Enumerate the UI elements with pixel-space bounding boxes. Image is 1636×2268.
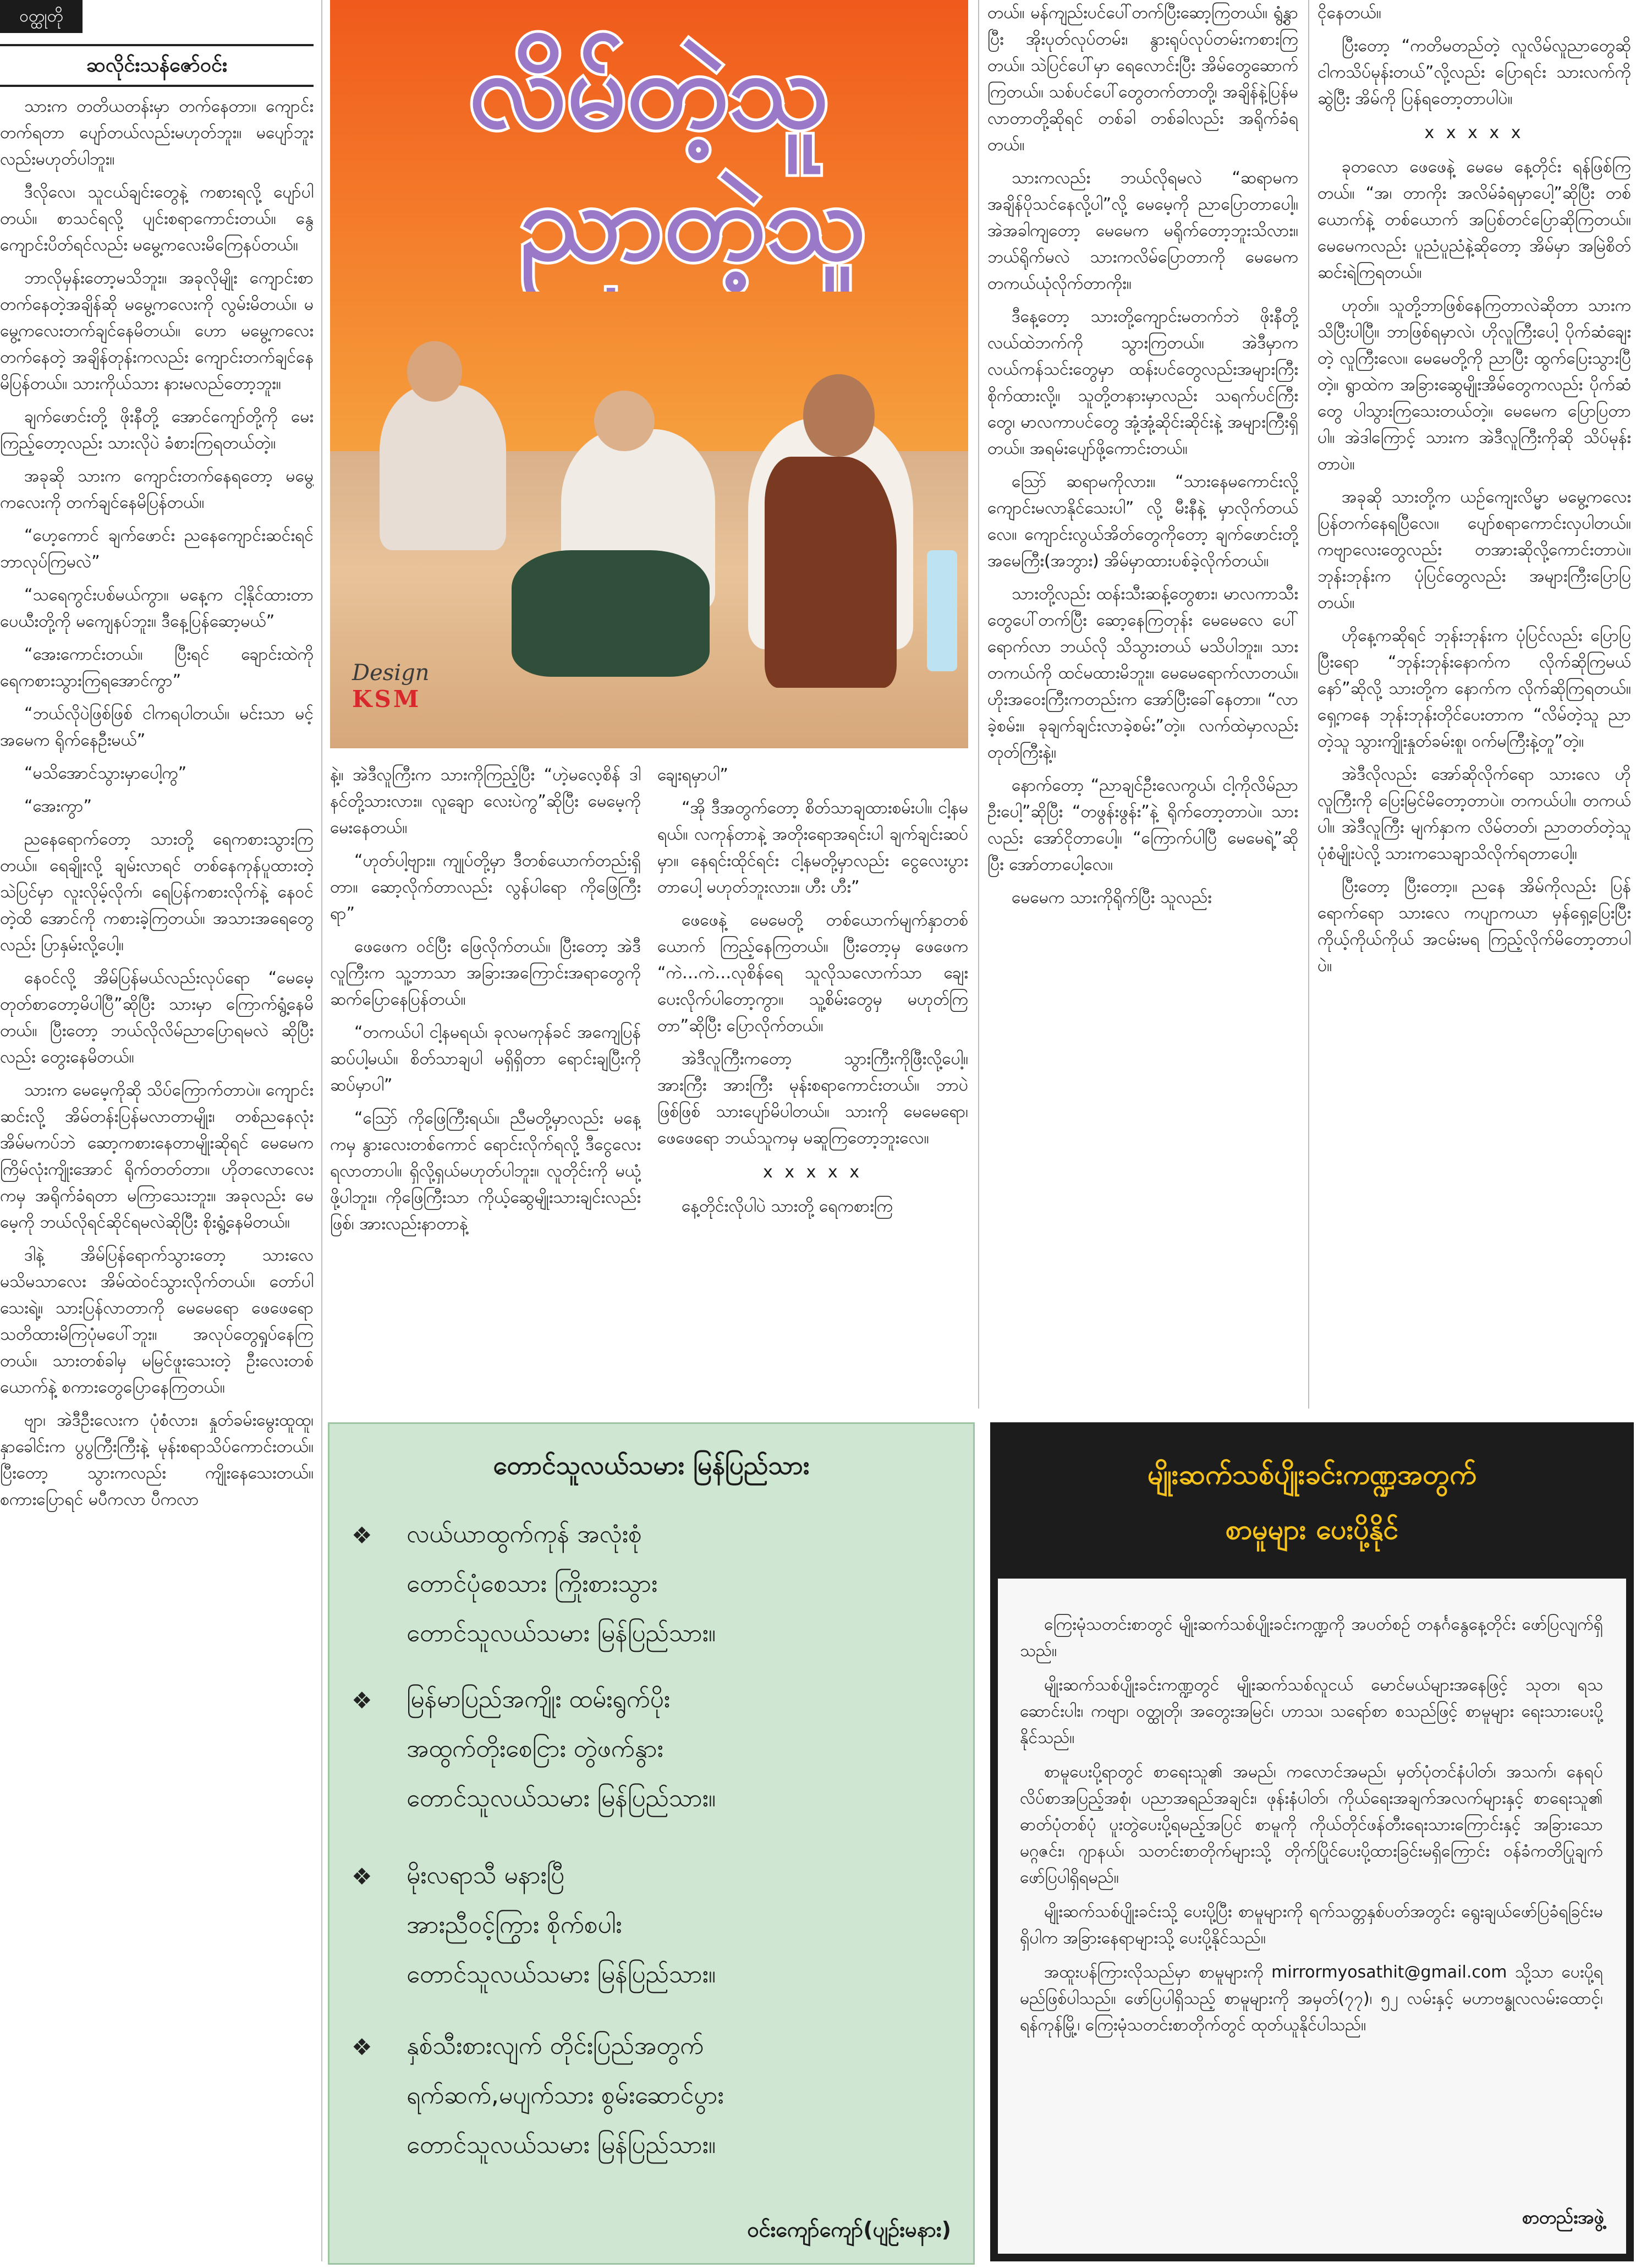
story-paragraph: ဖေဖေက ဝင်ပြီး ဖြေလိုက်တယ်။ ပြီးတော့ အဲဒီလူကြီးက သူ့ဘာသာ အခြားအကြောင်းအရာတွေကို ဆက်ပြောနေပြန်တယ်။ xyxy=(330,937,641,1009)
poem-line: တောင်သူလယ်သမား မြန်ပြည်သား။ xyxy=(407,2131,716,2159)
story-paragraph: ဗျာ၊ အဲဒီဦးလေးက ပုံစံလား၊ နှုတ်ခမ်းမွေးထူထူ၊ နှာခေါင်းက ပွပွကြီးကြီးနဲ့ မုန်းစရာသိပ်ကောင်းတယ်။ ပြီးတော့ သွားကလည်း ကျိုးနေသေးတယ်။ စကားပြောရင် မပီကလာ ပီကလာ xyxy=(0,1411,314,1509)
story-paragraph: “မသိအောင်သွားမှာပေါ့ကွ” xyxy=(24,764,187,783)
notice-paragraph: အထူးပန်ကြားလိုသည်မှာ စာမူများကို mirrormyosathit@gmail.com သို့သာ ပေးပို့ရမည်ဖြစ်ပါသည်။ ဖော်ပြပါရှိသည့် စာမူများကို အမှတ်(၇၇)၊ ၅၂ လမ်းနှင့် မဟာဗန္ဓုလလမ်းထောင့်၊ ရန်ကုန်မြို့၊ ကြေးမုံသတင်းစာတိုက်တွင် ထုတ်ယူနိုင်ပါသည်။ xyxy=(1020,1963,1603,2035)
poem-line: တောင်သူလယ်သမား မြန်ပြည်သား။ xyxy=(407,1784,716,1812)
poem-line: လယ်ယာထွက်ကုန် အလုံးစုံ xyxy=(407,1520,642,1548)
story-paragraph: ခုတလော ဖေဖေနဲ့ မေမေ နေ့တိုင်း ရန်ဖြစ်ကြတယ်။ “အ၊ တာကိုး အလိမ်ခံရမှာပေါ့”ဆိုပြီး တစ်ယောက်နဲ့ တစ်ယောက် အပြစ်တင်ပြောဆိုကြတယ်။ မေမေကလည်း ပူညံပူညံနဲ့ဆိုတော့ အိမ်မှာ အမြဲစိတ်ဆင်းရဲကြရတယ်။ xyxy=(1317,157,1631,282)
story-paragraph: ဒီနေ့တော့ သားတို့ကျောင်းမတက်ဘဲ ဖိုးနီတို့ လယ်ထဲဘက်ကို သွားကြတယ်။ အဲဒီမှာက လယ်ကန်သင်းတွေမှာ ထန်းပင်တွေလည်းအများကြီး စိုက်ထားလို့။ သူတို့တနားမှာလည်း သရက်ပင်ကြီးတွေ၊ မာလကာပင်တွေ အုံ့အုံ့ဆိုင်းဆိုင်းနဲ့ အများကြီးရှိတယ်။ အရမ်းပျော်ဖို့ကောင်းတယ်။ xyxy=(987,307,1298,458)
poem-author: ဝင်းကျော်ကျော်(ပျဉ်းမနား) xyxy=(747,2217,951,2242)
section-break: x x x x x xyxy=(763,1163,863,1182)
story-paragraph: “အေးကွာ” xyxy=(24,797,92,816)
story-column-1 xyxy=(0,94,314,2267)
story-paragraph: “ဩော် ကိုဖြေကြီးရယ်။ ညီမတို့မှာလည်း မနေ့ကမှ နွားလေးတစ်ကောင် ရောင်းလိုက်ရလို့ ဒီငွေလေးရလာတာပါ။ ရှိလို့ရှယ်မဟုတ်ပါဘူး။ လူတိုင်းကို မယုံ့ဖို့ပါဘူး။ ကိုဖြေကြီးသာ ကိုယ့်ဆွေမျိုးသားချင်းလည်းဖြစ်၊ အားလည်းနာတာနဲ့ xyxy=(330,1109,641,1234)
story-paragraph: ချေးရမှာပါ” xyxy=(657,765,728,785)
story-paragraph: ငိုနေတယ်။ xyxy=(1317,3,1381,23)
story-paragraph: “ဟေ့ကောင် ချက်ဖောင်း ညနေကျောင်းဆင်းရင် ဘာလုပ်ကြမလဲ” xyxy=(0,526,314,572)
story-paragraph: ဒါနဲ့ အိမ်ပြန်ရောက်သွားတော့ သားလေ မသိမသာလေး အိမ်ထဲဝင်သွားလိုက်တယ်။ တော်ပါသေးရဲ့။ သားပြန်လာတာကို မေမေရော ဖေဖေရော သတိထားမိကြပုံမပေါ်ဘူး။ အလုပ်တွေရှုပ်နေကြတယ်။ သားတစ်ခါမှ မမြင်ဖူးသေးတဲ့ ဦးလေးတစ်ယောက်နဲ့ စကားတွေပြောနေကြတယ်။ xyxy=(0,1246,314,1397)
story-paragraph: အခုဆို သားက ကျောင်းတက်နေရတော့ မမွေ့ကလေးကို တက်ချင်နေမိပြန်တယ်။ xyxy=(0,467,314,512)
poem-line: နှစ်သီးစားလျက် တိုင်းပြည်အတွက် xyxy=(407,2032,704,2060)
water-bottle xyxy=(927,550,957,671)
story-paragraph: မေမေက သားကိုရိုက်ပြီး သူလည်း xyxy=(1012,888,1212,907)
story-paragraph: ဟုတ်။ သူတို့ဘာဖြစ်နေကြတာလဲဆိုတာ သားကသိပြီးပါပြီ။ ဘာဖြစ်ရမှာလဲ၊ ဟိုလူကြီးပေါ့ ပိုက်ဆံချေးတဲ့ လူကြီးလေ။ မေမေတို့ကို ညာပြီး ထွက်ပြေးသွားပြီတဲ့။ ရွာထဲက အခြားဆွေမျိုးအိမ်တွေကလည်း ပိုက်ဆံတွေ ပါသွားကြသေးတယ်တဲ့။ မေမေက ပြောပြတာပါ။ အဲဒါကြောင့် သားက အဲဒီလူကြီးကိုဆို သိပ်မုန်းတာပဲ။ xyxy=(1317,296,1631,474)
story-title-line-2: ညာတဲ့သူ xyxy=(519,162,867,283)
poem-line: ရက်ဆက်,မပျက်သား စွမ်းဆောင်ပွား xyxy=(407,2081,724,2110)
poem-title: တောင်သူလယ်သမား မြန်ပြည်သား xyxy=(493,1450,810,1480)
story-paragraph: နေဝင်လို့ အိမ်ပြန်မယ်လည်းလုပ်ရော “မေမေ့တုတ်စာတော့မိပါပြီ”ဆိုပြီး သားမှာ ကြောက်ရွံ့နေမိတယ်။ ပြီးတော့ ဘယ်လိုလိမ်ညာပြောရမလဲ ဆိုပြီးလည်း တွေးနေမိတယ်။ xyxy=(0,968,314,1067)
notice-body xyxy=(1020,1612,1603,2046)
monk-figure-left xyxy=(380,385,506,550)
story-column-4 xyxy=(987,0,1298,1409)
column-divider xyxy=(978,0,979,1409)
design-credit-initials: KSM xyxy=(352,686,421,713)
monk-head-center xyxy=(594,391,655,451)
notice-paragraph: ကြေးမုံသတင်းစာတွင် မျိုးဆက်သစ်ပျိုးခင်းကဏ္ဍကို အပတ်စဉ် တနင်္ဂနွေနေ့တိုင်း ဖော်ပြလျက်ရှိသည်။ xyxy=(1020,1615,1603,1661)
notice-title-line-1: မျိုးဆက်သစ်ပျိုးခင်းကဏ္ဍအတွက် xyxy=(1148,1459,1476,1491)
notice-paragraph: မျိုးဆက်သစ်ပျိုးခင်းသို့ ပေးပို့ပြီး စာမူများကို ရက်သတ္တနှစ်ပတ်အတွင်း ရွေးချယ်ဖော်ပြခံရခြင်းမရှိပါက အခြားနေရာများသို့ ပေးပို့နိုင်သည်။ xyxy=(1020,1902,1603,1948)
story-paragraph: သားက မေမေ့ကိုဆို သိပ်ကြောက်တာပဲ။ ကျောင်းဆင်းလို့ အိမ်တန်းပြန်မလာတာမျိုး၊ တစ်ညနေလုံး အိမ်မကပ်ဘဲ ဆော့ကစားနေတာမျိုးဆိုရင် မေမေက ကြိမ်လုံးကျိုးအောင် ရိုက်တတ်တာ။ ဟိုတလောလေးကမှ အရိုက်ခံရတာ မကြာသေးဘူး။ အခုလည်း မေမေ့ကို ဘယ်လိုရင်ဆိုင်ရမလဲဆိုပြီး စိုးရွံ့နေမိတယ်။ xyxy=(0,1081,314,1232)
poem-line: မြန်မာပြည်အကျိုး ထမ်းရွက်ပိုး xyxy=(407,1685,670,1713)
notice-paragraph: မျိုးဆက်သစ်ပျိုးခင်းကဏ္ဍတွင် မျိုးဆက်သစ်လူငယ် မောင်မယ်များအနေဖြင့် သုတ၊ ရသဆောင်းပါး၊ ကဗျာ၊ ဝတ္ထုတို၊ အတွေးအမြင်၊ ဟာသ၊ သရော်စာ စသည်ဖြင့် စာမူများ ရေးသားပေးပို့နိုင်သည်။ xyxy=(1020,1675,1603,1747)
story-paragraph: “တကယ်ပါ ငါ့နမရယ်၊ ခုလမကုန်ခင် အကျေပြန်ဆပ်ပါ့မယ်။ စိတ်သာချပါ မရှိရှိတာ ရောင်းချပြီးကို ဆပ်မှာပါ” xyxy=(330,1023,641,1095)
poem-line: တောင်ပုံစေသား ကြိုးစားသွား xyxy=(407,1570,658,1598)
bullet-icon: ❖ xyxy=(352,1687,372,1714)
bullet-icon: ❖ xyxy=(352,1863,372,1890)
story-paragraph: အဲဒီလိုလည်း အော်ဆိုလိုက်ရော သားလေ ဟိုလူကြီးကို ပြေးမြင်မိတော့တာပဲ။ တကယ်ပါ။ တကယ်ပါ။ အဲဒီလူကြီး မျက်နှာက လိမ်တတ်၊ ညာတတ်တဲ့သူ ပုံစံမျိုးပဲလို့ သားကသေချာသိလိုက်ရတာပေါ့။ xyxy=(1317,765,1631,863)
story-paragraph: ဩော် ဆရာမကိုလား။ “သားနေမကောင်းလို့ ကျောင်းမလာနိုင်သေးပါ” လို့ မီးနီနဲ့ မှာလိုက်တယ်လေ။ ကျောင်းလွယ်အိတ်တွေကိုတော့ ချက်ဖောင်းတို့ အမေကြီး(အဘွား) အိမ်မှာထားပစ်ခဲ့လိုက်တယ်။ xyxy=(987,472,1298,571)
story-paragraph: တယ်။ မန်ကျည်းပင်ပေါ်တက်ပြီးဆော့ကြတယ်။ ရွံ့နွာပြီး အိုးပုတ်လုပ်တမ်း၊ နွားရုပ်လုပ်တမ်းကစားကြတယ်။ သဲပြင်ပေါ်မှာ ရေလောင်းပြီး အိမ်တွေဆောက်ကြတယ်။ သစ်ပင်ပေါ်တွေတက်တာတို့၊ အချိန်နဲ့ပြန်မလာတာတို့ဆိုရင် တစ်ခါ တစ်ခါလည်း အရိုက်ခံရတယ်။ xyxy=(987,3,1298,155)
story-paragraph: “သရေကွင်းပစ်မယ်ကွာ။ မနေ့က ငါ့နိုင်ထားတာ ပေယီးတို့ကို မကျေနပ်ဘူး။ ဒီနေ့ပြန်ဆော့မယ်” xyxy=(0,585,314,631)
story-paragraph: သားကလည်း ဘယ်လိုရမလဲ “ဆရာမက အချိန်ပိုသင်နေလို့ပါ”လို့ မေမေ့ကို ညာပြောတာပေါ့။ အဲအခါကျတော့ မေမေက မရိုက်တော့ဘူးသိလား။ ဘယ်ရိုက်မလဲ သားကလိမ်ပြောတာကို မေမေက တကယ်ယုံလိုက်တာကိုး။ xyxy=(987,168,1298,293)
poem-line: အားညီဝင့်ကြွား စိုက်စပါး xyxy=(407,1911,622,1939)
story-column-3 xyxy=(657,762,968,1406)
poem-line: တောင်သူလယ်သမား မြန်ပြည်သား။ xyxy=(407,1619,716,1647)
green-longyi xyxy=(512,550,710,677)
story-paragraph: ဟိုနေ့ကဆိုရင် ဘုန်းဘုန်းက ပုံပြင်လည်း ပြောပြပြီးရော “ဘုန်းဘုန်းနောက်က လိုက်ဆိုကြမယ်နော်”ဆိုလို့ သားတို့က နောက်က လိုက်ဆိုကြရတယ်။ ရှေ့ကနေ ဘုန်းဘုန်းတိုင်ပေးတာက “လိမ်တဲ့သူ ညာတဲ့သူ သွားကျိုးနှုတ်ခမ်းစူ၊ ဝက်မကြီးနဲ့တူ”တဲ့။ xyxy=(1317,626,1631,751)
story-paragraph: “ဘယ်လိုပဲဖြစ်ဖြစ် ငါကရပါတယ်။ မင်းသာ မင့်အမေက ရိုက်နေဦးမယ်” xyxy=(0,704,314,750)
monk-head-left xyxy=(407,341,462,402)
column-divider xyxy=(321,0,322,2261)
poem-box xyxy=(328,1422,975,2265)
story-illustration xyxy=(330,0,968,748)
design-credit xyxy=(352,660,435,721)
robe-right xyxy=(765,457,897,688)
bullet-icon: ❖ xyxy=(352,2034,372,2061)
design-credit-label: Design xyxy=(352,660,430,686)
story-paragraph: ပြီးတော့ “ကတိမတည်တဲ့ လူလိမ်လူညာတွေဆို ငါကသိပ်မုန်းတယ်”လို့လည်း ပြောရင်း သားလက်ကိုဆွဲပြီး အိမ်ကို ပြန်ရတော့တာပါပဲ။ xyxy=(1317,36,1631,108)
story-column-2 xyxy=(330,762,641,1406)
story-paragraph: အဲဒီလူကြီးကတော့ သွားကြီးကိုဖြီးလို့ပေါ့။ အားကြီး အားကြီး မုန်းစရာကောင်းတယ်။ ဘာပဲဖြစ်ဖြစ် သားပျော်မိပါတယ်။ သားကို မေမေရော၊ ဖေဖေရော ဘယ်သူကမှ မဆူကြတော့ဘူးလေ။ xyxy=(657,1049,968,1148)
story-paragraph: ဖေဖေနဲ့ မေမေတို့ တစ်ယောက်မျက်နှာတစ်ယောက် ကြည့်နေကြတယ်။ ပြီးတော့မှ ဖေဖေက “ကဲ…ကဲ…လုစိန်ရေ သူလိုသလောက်သာ ချေးပေးလိုက်ပါတော့ကွာ။ သူ့စိမ်းတွေမှ မဟုတ်ကြတာ”ဆိုပြီး ပြောလိုက်တယ်။ xyxy=(657,911,968,1036)
section-break: x x x x x xyxy=(1424,123,1524,143)
story-paragraph: သားတို့လည်း ထန်းသီးဆန့်တွေစား၊ မာလကာသီးတွေပေါ်တက်ပြီး ဆော့နေကြတုန်း မေမေလေ ပေါ်ရောက်လာ ဘယ်လို သိသွားတယ် မသိပါဘူး။ သားတကယ်ကို ထင်မထားမိဘူး။ မေမေရောက်လာတယ်။ ဟိုးအဝေးကြီးကတည်းက အော်ပြီးခေါ်နေတာ။ “လာခဲ့စမ်း။ ခုချက်ချင်းလာခဲ့စမ်း”တဲ့။ လက်ထဲမှာလည်း တုတ်ကြီးနဲ့။ xyxy=(987,584,1298,762)
monk-head-right xyxy=(803,374,875,457)
story-paragraph: သားက တတိယတန်းမှာ တက်နေတာ။ ကျောင်းတက်ရတာ ပျော်တယ်လည်းမဟုတ်ဘူး။ မပျော်ဘူးလည်းမဟုတ်ပါဘူး။ xyxy=(0,97,314,169)
notice-signature: စာတည်းအဖွဲ့ xyxy=(1522,2207,1604,2228)
story-paragraph: နောက်တော့ “ညာချင်ဦးလေကွယ်၊ ငါ့ကိုလိမ်ညာဦးပေါ့”ဆိုပြီး “တဖွန်းဖွန်း”နဲ့ ရိုက်တော့တာပဲ။ သားလည်း အော်ငိုတာပေါ့။ “ကြောက်ပါပြီ မေမေရဲ့”ဆိုပြီး အော်တာပေါ့လေ။ xyxy=(987,776,1298,874)
story-paragraph: ဘာလိုမှန်းတော့မသိဘူး။ အခုလိုမျိုး ကျောင်းစာတက်နေတဲ့အချိန်ဆို မမွေ့ကလေးကို လွမ်းမိတယ်။ မမွေ့ကလေးတက်ချင်နေမိတယ်။ ဟော မမွေ့ကလေးတက်နေတဲ့ အချိန်တုန်းကလည်း ကျောင်းတက်ချင်နေမိပြန်တယ်။ သားကိုယ်သား နားမလည်တော့ဘူး။ xyxy=(0,269,314,393)
story-paragraph: “အို ဒီအတွက်တော့ စိတ်သာချထားစမ်းပါ။ ငါ့နမရယ်။ လကုန်တာနဲ့ အတိုးရောအရင်းပါ ချက်ချင်းဆပ်မှာ။ နေရင်းထိုင်ရင်း ငါ့နမတို့မှာလည်း ငွေလေးပွားတာပေါ့ မဟုတ်ဘူးလား။ ဟီး ဟီး” xyxy=(657,798,968,897)
notice-title-line-2: စာမူများ ပေးပို့နိုင် xyxy=(1225,1514,1399,1546)
poem-line: တောင်သူလယ်သမား မြန်ပြည်သား။ xyxy=(407,1960,716,1988)
bullet-icon: ❖ xyxy=(352,1522,372,1549)
author-byline: ဆလိုင်းသန်ဇော်ဝင်း xyxy=(0,44,314,87)
story-title-line-1: လိမ်တဲ့သူ xyxy=(469,30,830,151)
notice-paragraph: စာမူပေးပို့ရာတွင် စာရေးသူ၏ အမည်၊ ကလောင်အမည်၊ မှတ်ပုံတင်နံပါတ်၊ အသက်၊ နေရပ်လိပ်စာအပြည့်အစုံ၊ ပညာအရည်အချင်း၊ ဖုန်းနံပါတ်၊ ကိုယ်ရေးအချက်အလက်များနှင့် စာရေးသူ၏ ဓာတ်ပုံတစ်ပုံ ပူးတွဲပေးပို့ရမည့်အပြင် စာမူကို ကိုယ်တိုင်ဖန်တီးရေးသားကြောင်းနှင့် အခြားသော မဂ္ဂဇင်း၊ ဂျာနယ်၊ သတင်းစာတိုက်များသို့ တိုက်ပြိုင်ပေးပို့ထားခြင်းမရှိကြောင်း ဝန်ခံကတိပြုချက် ဖော်ပြပါရှိရမည်။ xyxy=(1020,1762,1603,1887)
story-column-5 xyxy=(1317,0,1631,1409)
section-label: ဝတ္ထုတို xyxy=(0,0,83,33)
story-paragraph: ချက်ဖောင်းတို့ ဖိုးနီတို့ အောင်ကျော်တို့ကို မေးကြည့်တော့လည်း သားလိုပဲ ခံစားကြရတယ်တဲ့။ xyxy=(0,407,314,453)
poem-line: မိုးလရာသီ မနားပြီ xyxy=(407,1861,565,1889)
story-paragraph: “အေးကောင်းတယ်။ ပြီးရင် ချောင်းထဲကို ရေကစားသွားကြရအောင်ကွာ” xyxy=(0,645,314,691)
story-paragraph: အခုဆို သားတို့က ယဉ်ကျေးလိမ္မာ မမွေ့ကလေးပြန်တက်နေရပြီလေ။ ပျော်စရာကောင်းလှပါတယ်။ ကဗျာလေးတွေလည်း တအားဆိုလို့ကောင်းတာပဲ။ ဘုန်းဘုန်းက ပုံပြင်တွေလည်း အများကြီးပြောပြတယ်။ xyxy=(1317,487,1631,612)
poem-line: အထွက်တိုးစေငြား တွဲဖက်နွား xyxy=(407,1735,663,1763)
notice-banner xyxy=(998,1430,1626,1579)
story-paragraph: ဒီလိုလေ၊ သူငယ်ချင်းတွေနဲ့ ကစားရလို့ ပျော်ပါတယ်။ စာသင်ရလို့ ပျင်းစရာကောင်းတယ်။ နွေကျောင်းပိတ်ရင်လည်း မမွေ့ကလေးမိကြေနပ်တယ်။ xyxy=(0,183,314,255)
column-divider xyxy=(1308,0,1309,1409)
story-paragraph: ပြီးတော့ ပြီးတော့။ ညနေ အိမ်ကိုလည်း ပြန်ရောက်ရော သားလေ ကပျာကယာ မှန်ရှေ့ပြေးပြီး ကိုယ့်ကိုယ်ကိုယ် အငမ်းမရ ကြည့်လိုက်မိတော့တာပါပဲ။ xyxy=(1317,877,1631,976)
story-paragraph: ညနေရောက်တော့ သားတို့ ရေကစားသွားကြတယ်။ ရေချိုးလို့ ချမ်းလာရင် တစ်နေကုန်ပူထားတဲ့ သဲပြင်မှာ လူးလိုမ့်လိုက်၊ ရေပြန်ကစားလိုက်နဲ့ နေဝင်တဲ့ထိ အောင်ကို ကစားခဲ့ကြတယ်။ အသားအရေတွေလည်း ပြာနှမ်းလို့ပေါ့။ xyxy=(0,830,314,955)
story-paragraph: “ဟုတ်ပါ့ဗျား။ ကျုပ်တို့မှာ ဒီတစ်ယောက်တည်းရှိတာ။ ဆော့လိုက်တာလည်း လွန်ပါရော ကိုဖြေကြီးရာ” xyxy=(330,851,641,923)
submission-notice-box xyxy=(990,1422,1634,2261)
story-title-artwork xyxy=(341,17,957,292)
story-paragraph: နေ့တိုင်းလိုပါပဲ သားတို့ ရေကစားကြ xyxy=(682,1197,893,1216)
story-paragraph: နဲ့။ အဲဒီလူကြီးက သားကိုကြည့်ပြီး “ဟဲ့မလေ့စိန် ဒါနင်တို့သားလား။ လူချော လေးပဲကွ”ဆိုပြီး မေမေ့ကို မေးနေတယ်။ xyxy=(330,765,641,837)
